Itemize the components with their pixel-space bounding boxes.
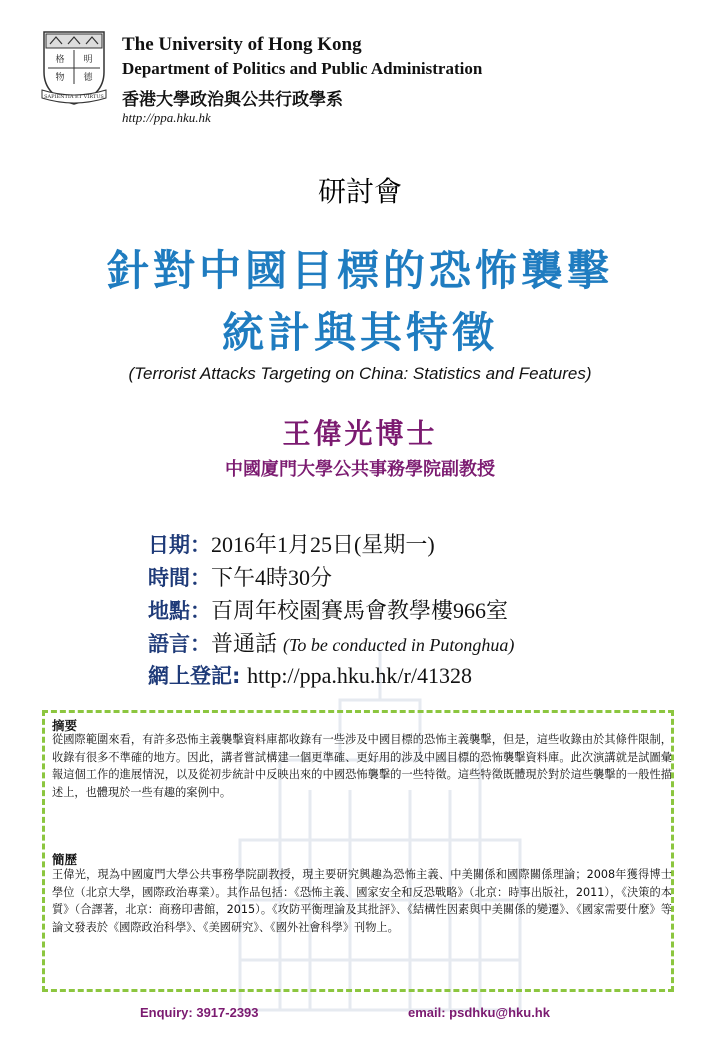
department-url[interactable]: http://ppa.hku.hk (122, 110, 211, 125)
title-line-2: 統計與其特徵 (221, 308, 498, 357)
time-label: 時間： (148, 566, 211, 590)
enquiry-email[interactable]: email: psdhku@hku.hk (408, 1005, 550, 1020)
language-value: 普通話 (211, 631, 278, 656)
date-value: 2016年1月25日(星期一) (211, 532, 435, 557)
svg-text:SAPIENTIA ET VIRTUS: SAPIENTIA ET VIRTUS (44, 94, 104, 100)
svg-text:格: 格 (55, 55, 65, 65)
abstract-heading: 摘要 (52, 718, 78, 733)
venue-value: 百周年校園賽馬會教學樓966室 (211, 598, 509, 623)
date-label: 日期： (148, 533, 211, 557)
speaker-name: 王偉光博士 (282, 417, 438, 450)
registration-link[interactable]: http://ppa.hku.hk/r/41328 (247, 663, 472, 688)
language-note: (To be conducted in Putonghua) (283, 635, 515, 655)
svg-text:德: 德 (83, 73, 93, 83)
department-name-chinese: 香港大學政治與公共行政學系 (122, 90, 343, 110)
bio-text: 王偉光，現為中國廈門大學公共事務學院副教授，現主要研究興趣為恐怖主義、中美關係和國際關係理論；2008年獲得博士學位（北京大學，國際政治專業）。其作品包括：《恐怖主義、國家安全和反恐戰略》（北京：時事出版社，2011），《決策的本質》（合譯著，北京：商務印書館，2015）。《攻防平衡理論及其批評》、《結構性因素與中美關係的變遷》、《國家需要什麼》等論文發表於《國際政治科學》、《美國研究》、《國外社會科學》刊物上。 (52, 868, 672, 934)
speaker-position: 中國廈門大學公共事務學院副教授 (225, 459, 495, 480)
date-row (148, 528, 435, 559)
enquiry-phone: Enquiry: 3917-2393 (140, 1005, 259, 1020)
registration-row (148, 660, 472, 690)
venue-row (148, 594, 508, 625)
event-type: 研討會 (317, 175, 402, 208)
abstract-text: 從國際範圍來看，有許多恐怖主義襲擊資料庫都收錄有一些涉及中國目標的恐怖主義襲擊，但是，這些收錄由於其條件限制，收錄有很多不準確的地方。因此，講者嘗試構建一個更準確、更好用的涉及中國目標的恐怖襲擊資料庫。此次演講就是試圖彙報這個工作的進展情況，以及從初步統計中反映出來的中國恐怖襲擊的一些特徵。這些特徵既體現於對於這些襲擊的一般性描述上，也體現於一些有趣的案例中。 (52, 733, 672, 799)
bio-heading: 簡歷 (52, 852, 78, 867)
time-value: 下午4時30分 (211, 565, 333, 590)
registration-label: 網上登記: (148, 664, 241, 688)
language-label: 語言： (148, 632, 211, 656)
svg-text:明: 明 (83, 55, 93, 65)
language-row (148, 627, 514, 658)
title-line-1: 針對中國目標的恐怖襲擊 (106, 246, 613, 295)
time-row (148, 561, 332, 592)
department-name: Department of Politics and Public Administration (122, 59, 483, 78)
university-name: The University of Hong Kong (122, 34, 362, 55)
svg-text:物: 物 (55, 73, 65, 83)
title-english: (Terrorist Attacks Targeting on China: Statistics and Features) (128, 364, 592, 383)
venue-label: 地點： (148, 599, 211, 623)
hku-crest-logo (40, 28, 108, 106)
